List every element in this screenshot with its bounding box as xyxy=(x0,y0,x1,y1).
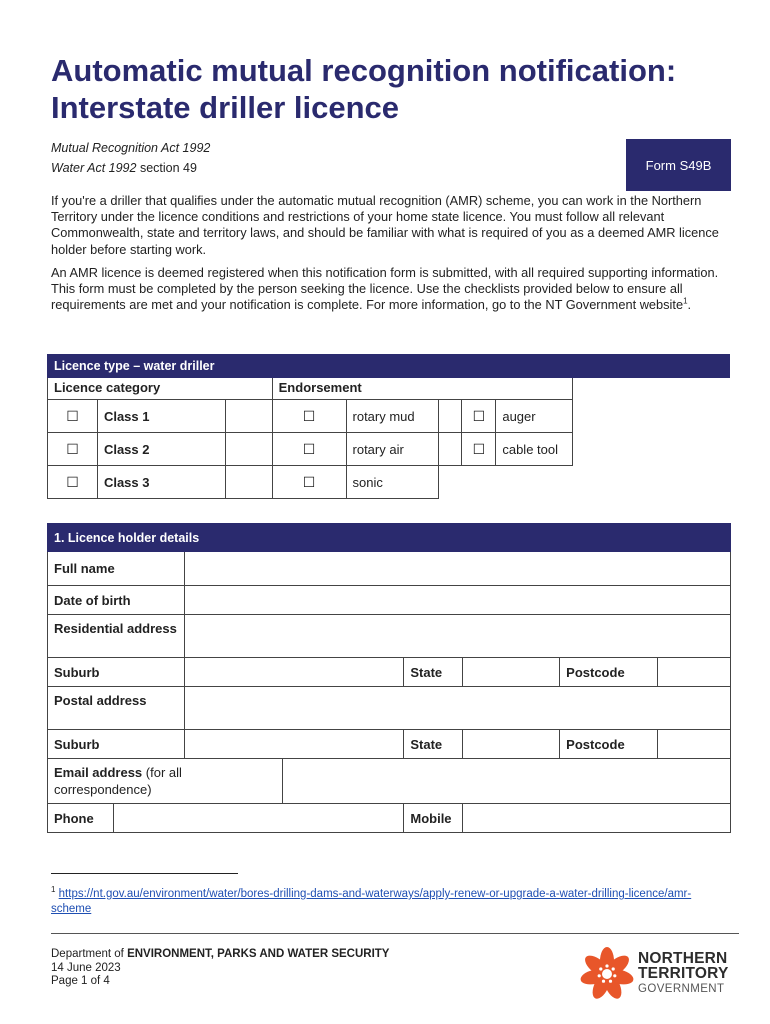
act-name: Water Act 1992 xyxy=(51,161,137,175)
intro-paragraph-2-text: An AMR licence is deemed registered when this notification form is submitted, with all required supporting information. This form must be completed by the person seeking the licence. Use the checklists provided below to ensure all requirements are met and your notification is complete. For more information, go to the NT Government website xyxy=(51,265,719,313)
form-id-badge: Form S49B xyxy=(626,139,731,191)
postal-address-label: Postal address xyxy=(48,687,185,730)
rotary-air-label: rotary air xyxy=(346,433,439,466)
footnote xyxy=(51,887,731,917)
dob-field[interactable] xyxy=(184,586,730,615)
footnote-ref[interactable]: 1 xyxy=(683,297,688,307)
class-3-checkbox[interactable]: ☐ xyxy=(48,466,98,499)
intro-paragraph-2 xyxy=(51,265,731,314)
footnote-divider xyxy=(51,873,238,874)
postal-state-field[interactable] xyxy=(463,730,560,759)
logo-wordmark xyxy=(638,951,729,981)
class-1-label: Class 1 xyxy=(97,400,225,433)
logo-government: GOVERNMENT xyxy=(638,983,725,995)
email-label-note: (for all correspondence) xyxy=(54,765,182,797)
dob-label: Date of birth xyxy=(48,586,185,615)
email-field[interactable] xyxy=(282,759,730,804)
department-line xyxy=(51,948,389,962)
class-2-label: Class 2 xyxy=(97,433,225,466)
licence-category-label: Licence category xyxy=(48,378,226,400)
logo-territory: TERRITORY xyxy=(638,965,729,982)
postal-address-field[interactable] xyxy=(184,687,730,730)
sonic-label: sonic xyxy=(346,466,439,499)
act-reference-2 xyxy=(51,161,197,175)
email-label xyxy=(48,759,283,804)
page-number: Page 1 of 4 xyxy=(51,975,110,987)
residential-postcode-field[interactable] xyxy=(658,658,731,687)
full-name-field[interactable] xyxy=(184,552,730,586)
rotary-air-checkbox[interactable]: ☐ xyxy=(272,433,346,466)
intro-paragraph-2-end: . xyxy=(687,297,692,313)
page-footer xyxy=(51,948,389,989)
mobile-field[interactable] xyxy=(463,804,731,833)
department-prefix: Department of xyxy=(51,948,128,960)
full-name-label: Full name xyxy=(48,552,185,586)
rotary-mud-label: rotary mud xyxy=(346,400,439,433)
cable-tool-label: cable tool xyxy=(496,433,573,466)
residential-postcode-label: Postcode xyxy=(560,658,658,687)
department-name: ENVIRONMENT, PARKS AND WATER SECURITY xyxy=(127,948,390,960)
licence-holder-header: 1. Licence holder details xyxy=(48,524,731,552)
title-line-2: Interstate driller licence xyxy=(51,90,400,125)
footer-divider xyxy=(51,933,739,934)
act-reference-1: Mutual Recognition Act 1992 xyxy=(51,141,211,155)
class-1-checkbox[interactable]: ☐ xyxy=(48,400,98,433)
logo-northern: NORTHERN xyxy=(638,950,728,967)
residential-address-field[interactable] xyxy=(184,615,730,658)
postal-suburb-field[interactable] xyxy=(184,730,404,759)
class-2-checkbox[interactable]: ☐ xyxy=(48,433,98,466)
footnote-link[interactable]: https://nt.gov.au/environment/water/bores-drilling-dams-and-waterways/apply-renew-or-upgrade-a-water-drilling-licence/amr-scheme xyxy=(51,888,692,915)
auger-checkbox[interactable]: ☐ xyxy=(462,400,496,433)
act-section: section 49 xyxy=(136,161,197,175)
licence-type-header: Licence type – water driller xyxy=(48,355,730,378)
endorsement-label: Endorsement xyxy=(272,378,573,400)
sonic-checkbox[interactable]: ☐ xyxy=(272,466,346,499)
footnote-number: 1 xyxy=(51,885,56,895)
postal-postcode-label: Postcode xyxy=(560,730,658,759)
residential-state-label: State xyxy=(404,658,463,687)
postal-postcode-field[interactable] xyxy=(658,730,731,759)
phone-field[interactable] xyxy=(113,804,403,833)
title-line-1: Automatic mutual recognition notification: xyxy=(51,53,677,88)
auger-label: auger xyxy=(496,400,573,433)
page-title xyxy=(51,52,741,126)
email-label-bold: Email address xyxy=(54,765,143,780)
residential-address-label: Residential address xyxy=(48,615,185,658)
mobile-label: Mobile xyxy=(404,804,463,833)
rotary-mud-checkbox[interactable]: ☐ xyxy=(272,400,346,433)
cable-tool-checkbox[interactable]: ☐ xyxy=(462,433,496,466)
footer-date: 14 June 2023 xyxy=(51,961,121,974)
class-3-label: Class 3 xyxy=(97,466,225,499)
phone-label: Phone xyxy=(48,804,114,833)
residential-state-field[interactable] xyxy=(463,658,560,687)
licence-holder-table xyxy=(47,523,731,833)
residential-suburb-field[interactable] xyxy=(184,658,404,687)
residential-suburb-label: Suburb xyxy=(48,658,185,687)
postal-suburb-label: Suburb xyxy=(48,730,185,759)
desert-rose-icon xyxy=(578,945,636,1003)
nt-government-logo xyxy=(578,945,740,1003)
postal-state-label: State xyxy=(404,730,463,759)
intro-paragraph-1: If you're a driller that qualifies under the automatic mutual recognition (AMR) scheme, you can work in the Northern Territory under the licence conditions and restrictions of your home state licence. You must follow all relevant Commonwealth, state and territory laws, and should be familiar with what is required of you as a deemed AMR licence holder before starting work. xyxy=(51,193,719,257)
licence-type-table xyxy=(47,354,730,499)
